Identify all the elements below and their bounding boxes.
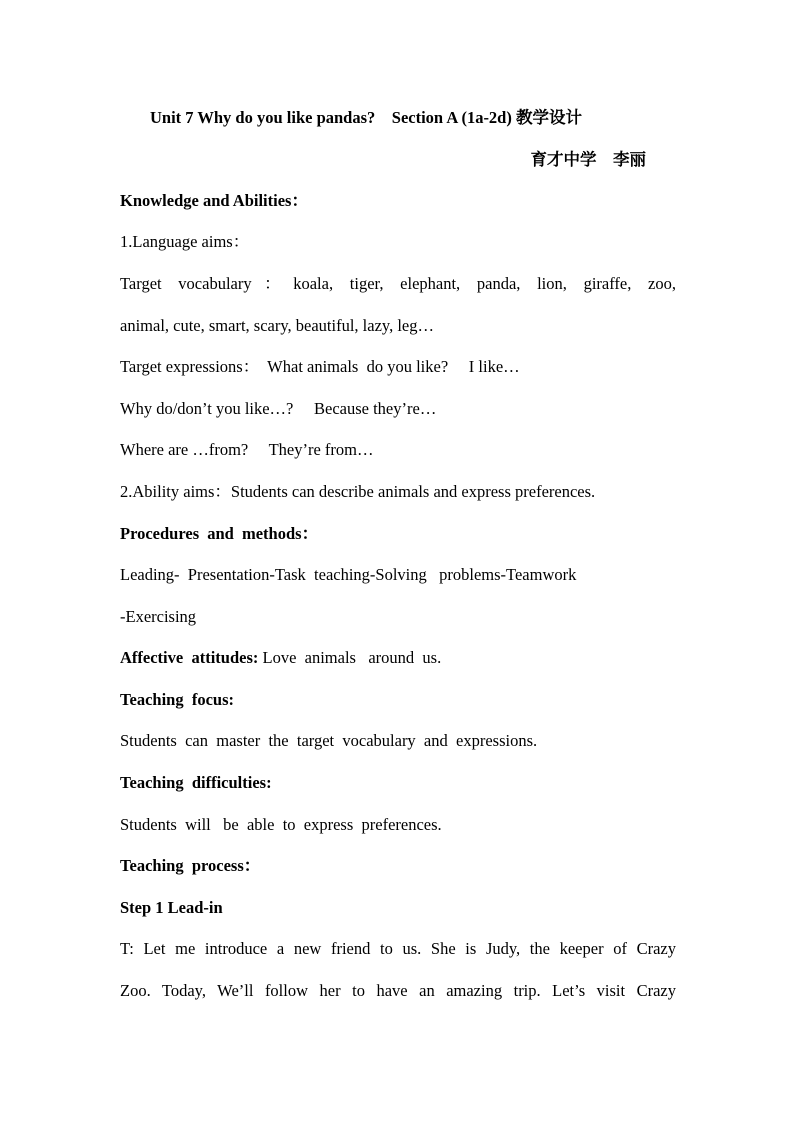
document-title: Unit 7 Why do you like pandas? Section A (1a-2d) 教学设计 <box>150 108 582 127</box>
focus-text: Students can master the target vocabulary and expressions. <box>120 731 538 750</box>
step-1-heading: Step 1 Lead-in <box>120 898 223 917</box>
process-heading: Teaching process： <box>120 856 261 875</box>
expressions-line-3: Where are …from? They’re from… <box>120 440 374 459</box>
paragraph-line-2: Zoo. Today, We’ll follow her to have an amazing trip. Let’s visit Crazy <box>120 981 676 1000</box>
ability-aims: 2.Ability aims：Students can describe animals and express preferences. <box>120 482 596 501</box>
affective-attitudes <box>120 648 676 668</box>
difficulties-text: Students will be able to express preferences. <box>120 815 442 834</box>
author-line: 育才中学 李丽 <box>530 150 646 169</box>
affective-text: Love animals around us. <box>258 648 442 667</box>
vocabulary-line-1: Target vocabulary：koala, tiger, elephant, panda, lion, giraffe, zoo, <box>120 274 676 293</box>
affective-label: Affective attitudes: <box>120 648 259 667</box>
paragraph-line-1: T: Let me introduce a new friend to us. She is Judy, the keeper of Crazy <box>120 939 676 958</box>
vocabulary-line-2: animal, cute, smart, scary, beautiful, lazy, leg… <box>120 316 434 335</box>
expressions-line-1: Target expressions： What animals do you like? I like… <box>120 357 520 376</box>
procedures-heading: Procedures and methods： <box>120 524 319 543</box>
knowledge-heading: Knowledge and Abilities： <box>120 191 308 210</box>
difficulties-heading: Teaching difficulties: <box>120 773 272 792</box>
procedures-line-2: -Exercising <box>120 607 197 626</box>
expressions-line-2: Why do/don’t you like…? Because they’re… <box>120 399 437 418</box>
procedures-line-1: Leading- Presentation-Task teaching-Solving problems-Teamwork <box>120 565 577 584</box>
language-aims: 1.Language aims： <box>120 232 250 251</box>
focus-heading: Teaching focus: <box>120 690 234 709</box>
